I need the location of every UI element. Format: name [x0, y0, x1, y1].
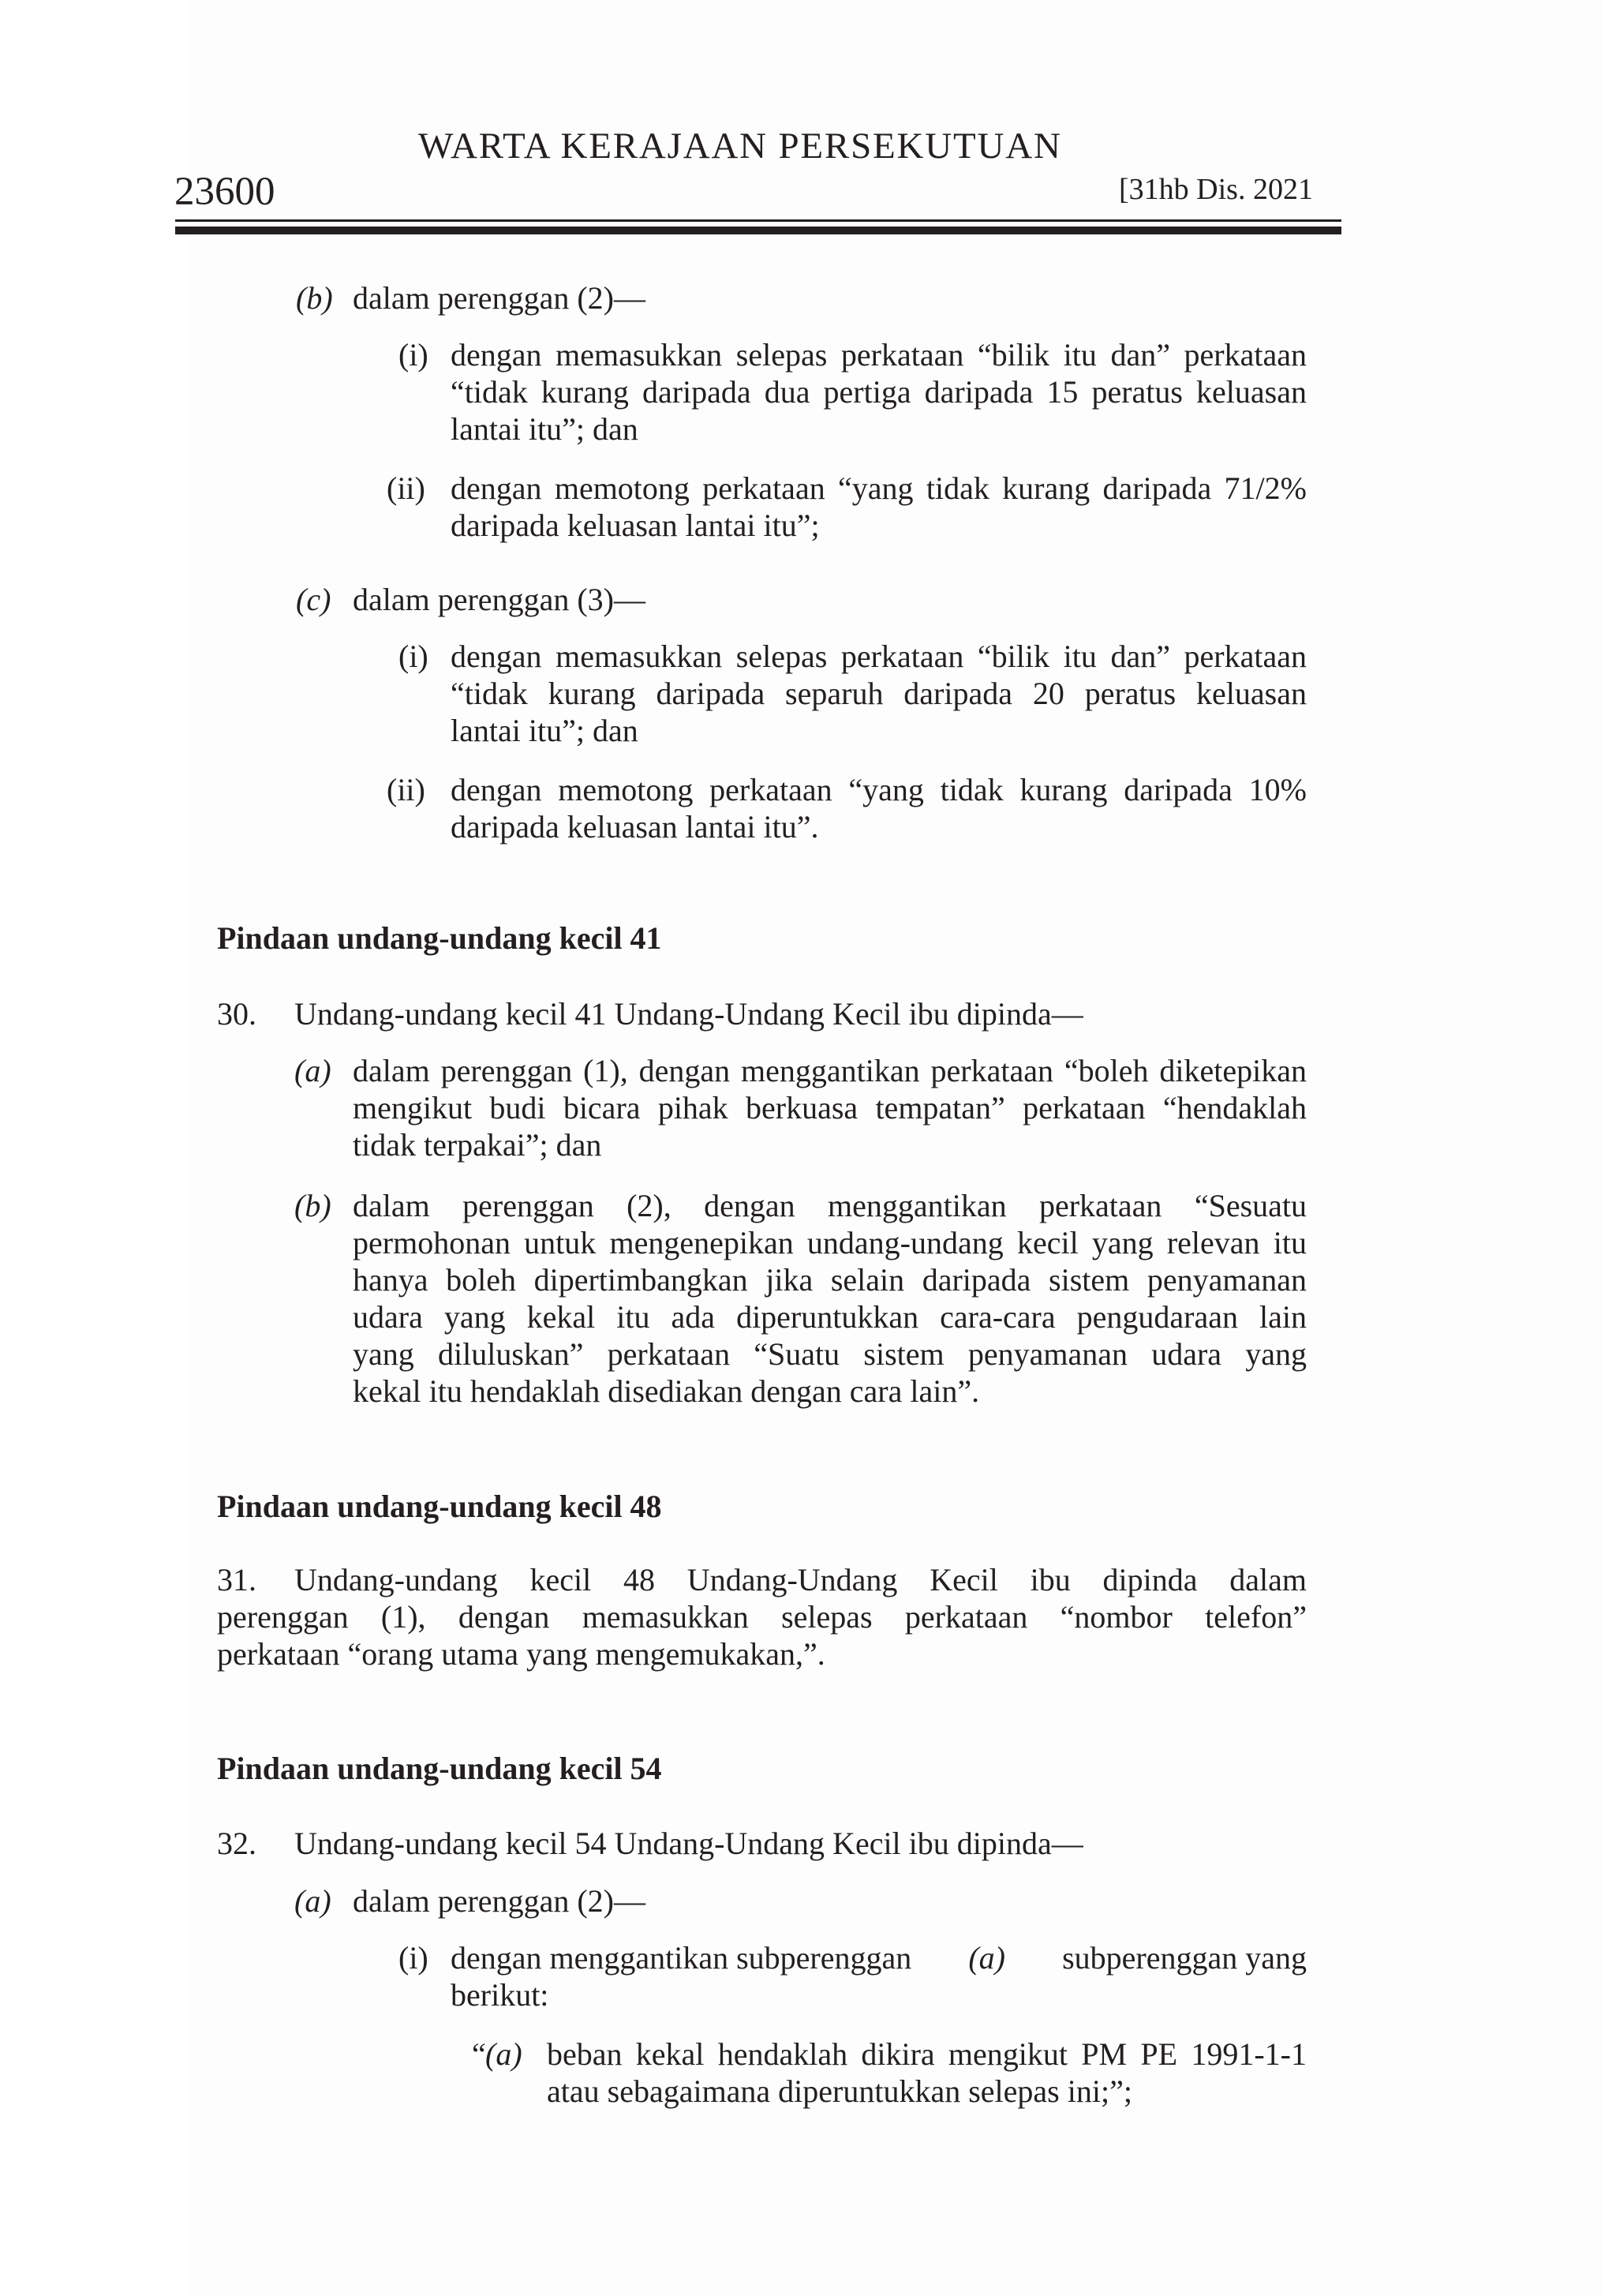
section-number: 31. [217, 1562, 256, 1597]
page-number: 23600 [174, 170, 275, 214]
item-line: udara yang kekal itu ada diperuntukkan cara-cara pengudaraan lain [353, 1299, 1307, 1335]
subitem-line: dengan memotong perkataan “yang tidak kurang daripada 71/2% [451, 470, 1307, 506]
subitem-line: lantai itu”; dan [451, 411, 638, 447]
section-intro: Undang-undang kecil 41 Undang-Undang Kecil ibu dipinda— [294, 996, 1083, 1032]
subitem-text: dengan menggantikan subperenggan [451, 1940, 912, 1976]
item-label-b: (b) [294, 1188, 331, 1223]
quoted-line: beban kekal hendaklah dikira mengikut PM PE 1991-1-1 [547, 2036, 1307, 2072]
section-heading: Pindaan undang-undang kecil 54 [217, 1751, 662, 1786]
subitem-label-ii: (ii) [387, 772, 425, 807]
subitem-line: dengan memasukkan selepas perkataan “bilik itu dan” perkataan [451, 639, 1307, 674]
subitem-line: dengan memotong perkataan “yang tidak kurang daripada 10% [451, 772, 1307, 807]
subitem-label-i: (i) [398, 639, 428, 674]
subitem-label-i: (i) [398, 337, 428, 373]
item-label-a: (a) [294, 1053, 331, 1088]
header-rule-thick [175, 227, 1341, 234]
header-rule-thin [175, 219, 1341, 222]
quoted-label-a: (a) [485, 2036, 522, 2072]
quote-open: “ [472, 2036, 486, 2072]
item-line: tidak terpakai”; dan [353, 1127, 602, 1163]
section-intro: Undang-undang kecil 54 Undang-Undang Kecil ibu dipinda— [294, 1826, 1083, 1861]
subitem-label-i: (i) [398, 1940, 428, 1976]
item-line: dalam perenggan (2), dengan menggantikan perkataan “Sesuatu [353, 1188, 1307, 1223]
section-line: perkataan “orang utama yang mengemukakan,”. [217, 1636, 825, 1672]
subitem-line: berikut: [451, 1977, 549, 2013]
section-number: 32. [217, 1826, 256, 1861]
item-label-a: (a) [294, 1883, 331, 1919]
section-line: Undang-undang kecil 48 Undang-Undang Kecil ibu dipinda dalam [294, 1562, 1307, 1597]
item-label-b: (b) [296, 280, 333, 316]
subitem-line [451, 1942, 1307, 1974]
section-heading: Pindaan undang-undang kecil 41 [217, 920, 662, 956]
subitem-line: “tidak kurang daripada separuh daripada 20 peratus keluasan [451, 676, 1307, 711]
item-line: kekal itu hendaklah disediakan dengan cara lain”. [353, 1373, 980, 1409]
issue-date: [31hb Dis. 2021 [1119, 173, 1313, 206]
subitem-line: lantai itu”; dan [451, 713, 638, 748]
item-label-c: (c) [296, 582, 331, 617]
item-text-b: dalam perenggan (2)— [353, 280, 645, 316]
section-number: 30. [217, 996, 256, 1032]
item-text-a: dalam perenggan (2)— [353, 1883, 645, 1919]
subitem-line: “tidak kurang daripada dua pertiga daripada 15 peratus keluasan [451, 374, 1307, 410]
item-line: hanya boleh dipertimbangkan jika selain daripada sistem penyamanan [353, 1262, 1307, 1298]
item-line: permohonan untuk mengenepikan undang-undang kecil yang relevan itu [353, 1225, 1307, 1260]
item-line: dalam perenggan (1), dengan menggantikan perkataan “boleh diketepikan [353, 1053, 1307, 1088]
item-line: mengikut budi bicara pihak berkuasa tempatan” perkataan “hendaklah [353, 1090, 1307, 1126]
item-text-c: dalam perenggan (3)— [353, 582, 645, 617]
subitem-line: daripada keluasan lantai itu”; [451, 508, 820, 543]
quoted-line: atau sebagaimana diperuntukkan selepas ini;”; [547, 2073, 1132, 2109]
subitem-label-ii: (ii) [387, 470, 425, 506]
subitem-line: daripada keluasan lantai itu”. [451, 809, 819, 845]
section-line: perenggan (1), dengan memasukkan selepas perkataan “nombor telefon” [217, 1599, 1307, 1635]
subparagraph-ref: (a) [968, 1940, 1005, 1976]
item-line: yang diluluskan” perkataan “Suatu sistem penyamanan udara yang [353, 1336, 1307, 1372]
subitem-line: dengan memasukkan selepas perkataan “bilik itu dan” perkataan [451, 337, 1307, 373]
subitem-text: subperenggan yang [1062, 1940, 1307, 1976]
section-heading: Pindaan undang-undang kecil 48 [217, 1489, 662, 1524]
gazette-title: WARTA KERAJAAN PERSEKUTUAN [418, 125, 1062, 167]
